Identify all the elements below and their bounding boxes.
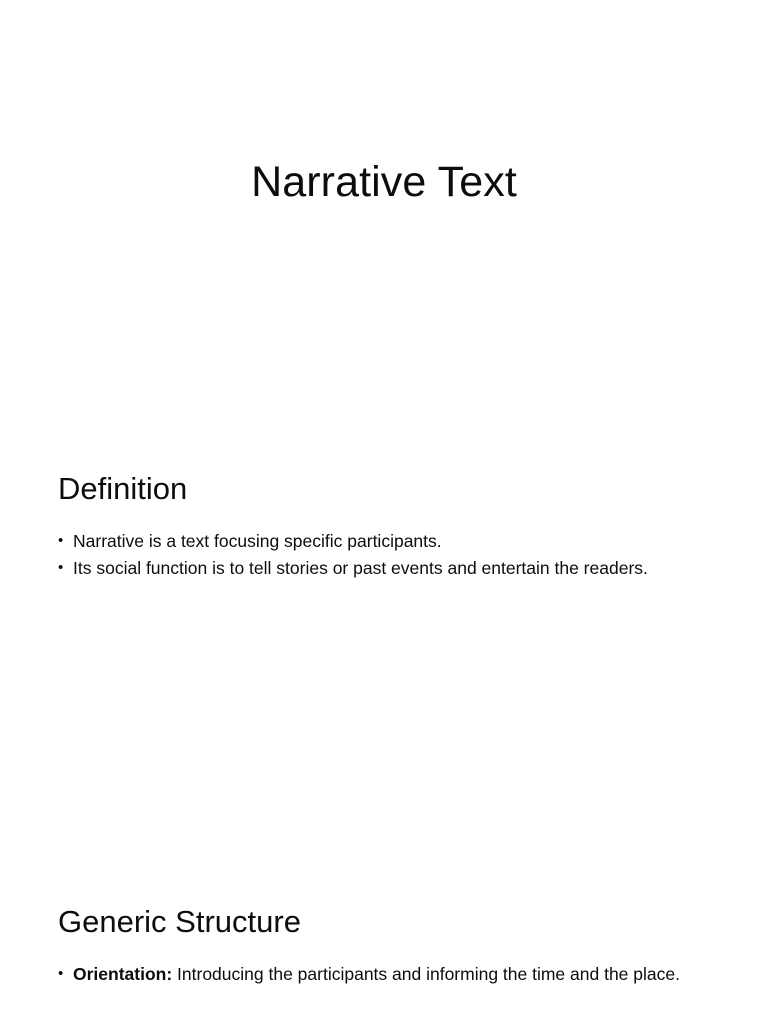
section-heading-definition: Definition [58,471,188,506]
list-item [58,529,718,554]
bullet-text: Introducing the participants and informing the time and the place. [172,964,680,985]
bullet-list-definition [58,529,718,581]
page-title: Narrative Text [251,158,517,206]
bullet-list-generic-structure [58,962,718,987]
section-generic-structure [58,903,718,989]
bullet-text: Narrative is a text focusing specific participants. [73,531,442,552]
title-slide [0,158,768,207]
list-item [58,556,718,581]
section-definition [58,470,718,583]
section-heading-generic-structure: Generic Structure [58,904,301,939]
list-item [58,962,718,987]
bullet-text: Its social function is to tell stories or past events and entertain the readers. [73,558,648,579]
bullet-lead: Orientation: [73,964,173,985]
